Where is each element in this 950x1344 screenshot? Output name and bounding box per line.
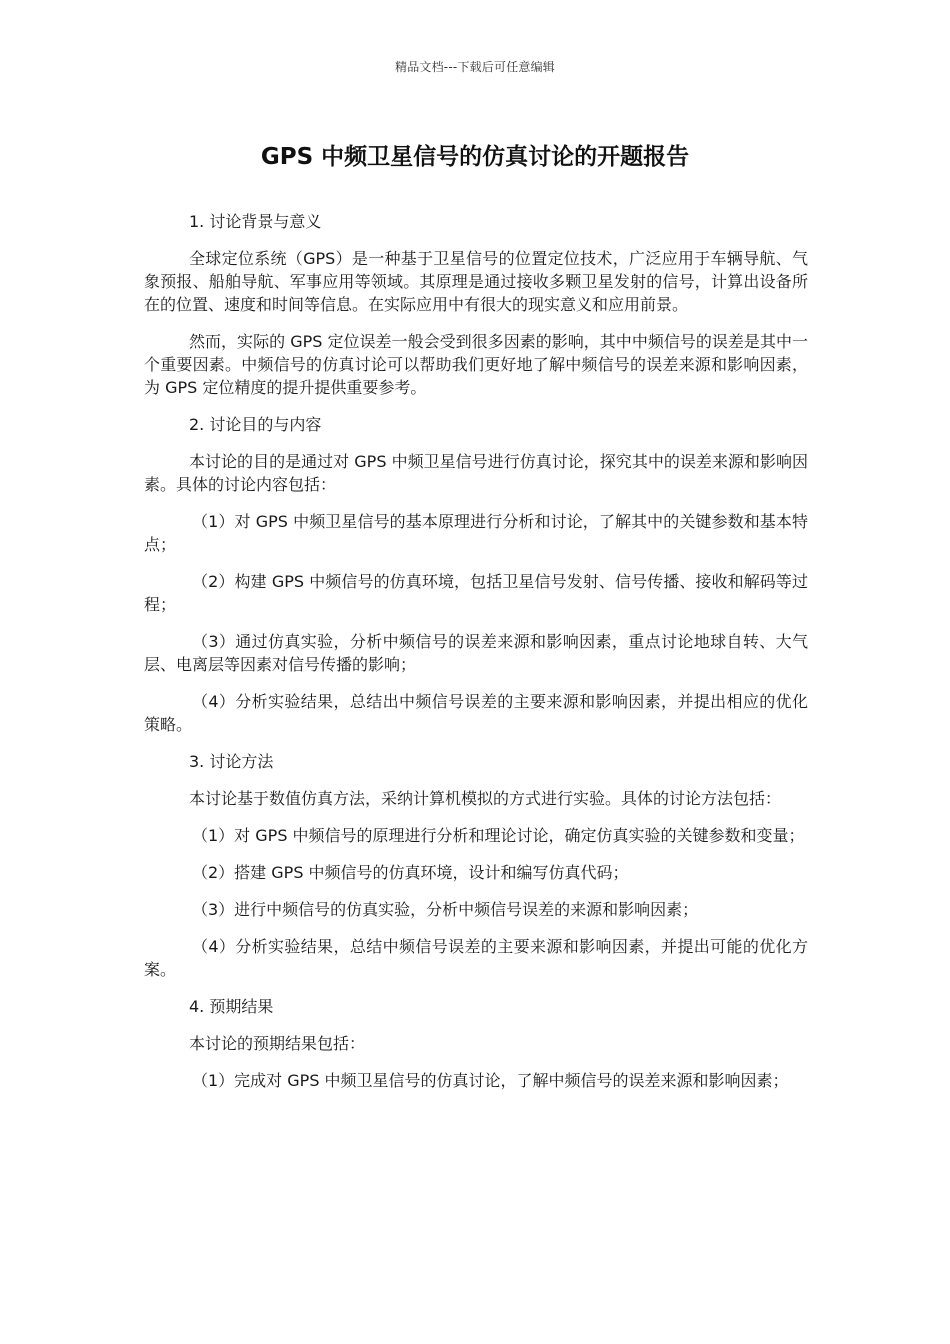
paragraph: 然而，实际的 GPS 定位误差一般会受到很多因素的影响，其中中频信号的误差是其中一个重要因素。中频信号的仿真讨论可以帮助我们更好地了解中频信号的误差来源和影响因素，为 GPS 定位精度的提升提供重要参考。 xyxy=(144,332,808,397)
paragraph: 本讨论基于数值仿真方法，采纳计算机模拟的方式进行实验。具体的讨论方法包括： xyxy=(189,789,782,808)
list-item: （2）构建 GPS 中频信号的仿真环境，包括卫星信号发射、信号传播、接收和解码等过程； xyxy=(144,572,808,614)
list-item: （4）分析实验结果，总结中频信号误差的主要来源和影响因素，并提出可能的优化方案。 xyxy=(144,937,808,979)
list-item: （4）分析实验结果，总结出中频信号误差的主要来源和影响因素，并提出相应的优化策略。 xyxy=(144,692,808,734)
document-title: GPS 中频卫星信号的仿真讨论的开题报告 xyxy=(260,144,690,170)
paragraph: 全球定位系统（GPS）是一种基于卫星信号的位置定位技术，广泛应用于车辆导航、气象预报、船舶导航、军事应用等领域。其原理是通过接收多颗卫星发射的信号，计算出设备所在的位置、速度和时间等信息。在实际应用中有很大的现实意义和应用前景。 xyxy=(144,249,808,314)
document-body xyxy=(144,210,808,1106)
header-note: 精品文档---下载后可任意编辑 xyxy=(395,60,555,74)
list-item: （2）搭建 GPS 中频信号的仿真环境，设计和编写仿真代码； xyxy=(192,863,629,882)
list-item: （1）完成对 GPS 中频卫星信号的仿真讨论，了解中频信号的误差来源和影响因素； xyxy=(192,1071,789,1090)
section-heading-method: 3. 讨论方法 xyxy=(189,752,274,771)
paragraph: 本讨论的预期结果包括： xyxy=(189,1034,366,1053)
section-heading-purpose: 2. 讨论目的与内容 xyxy=(189,415,322,434)
list-item: （3）进行中频信号的仿真实验，分析中频信号误差的来源和影响因素； xyxy=(192,900,699,919)
list-item: （3）通过仿真实验，分析中频信号的误差来源和影响因素，重点讨论地球自转、大气层、电离层等因素对信号传播的影响； xyxy=(144,632,808,674)
list-item: （1）对 GPS 中频信号的原理进行分析和理论讨论，确定仿真实验的关键参数和变量； xyxy=(192,826,805,845)
list-item: （1）对 GPS 中频卫星信号的基本原理进行分析和讨论，了解其中的关键参数和基本特点； xyxy=(144,512,808,554)
section-heading-expected-results: 4. 预期结果 xyxy=(189,997,274,1016)
paragraph: 本讨论的目的是通过对 GPS 中频卫星信号进行仿真讨论，探究其中的误差来源和影响因素。具体的讨论内容包括： xyxy=(144,452,808,494)
section-heading-background: 1. 讨论背景与意义 xyxy=(189,212,322,231)
